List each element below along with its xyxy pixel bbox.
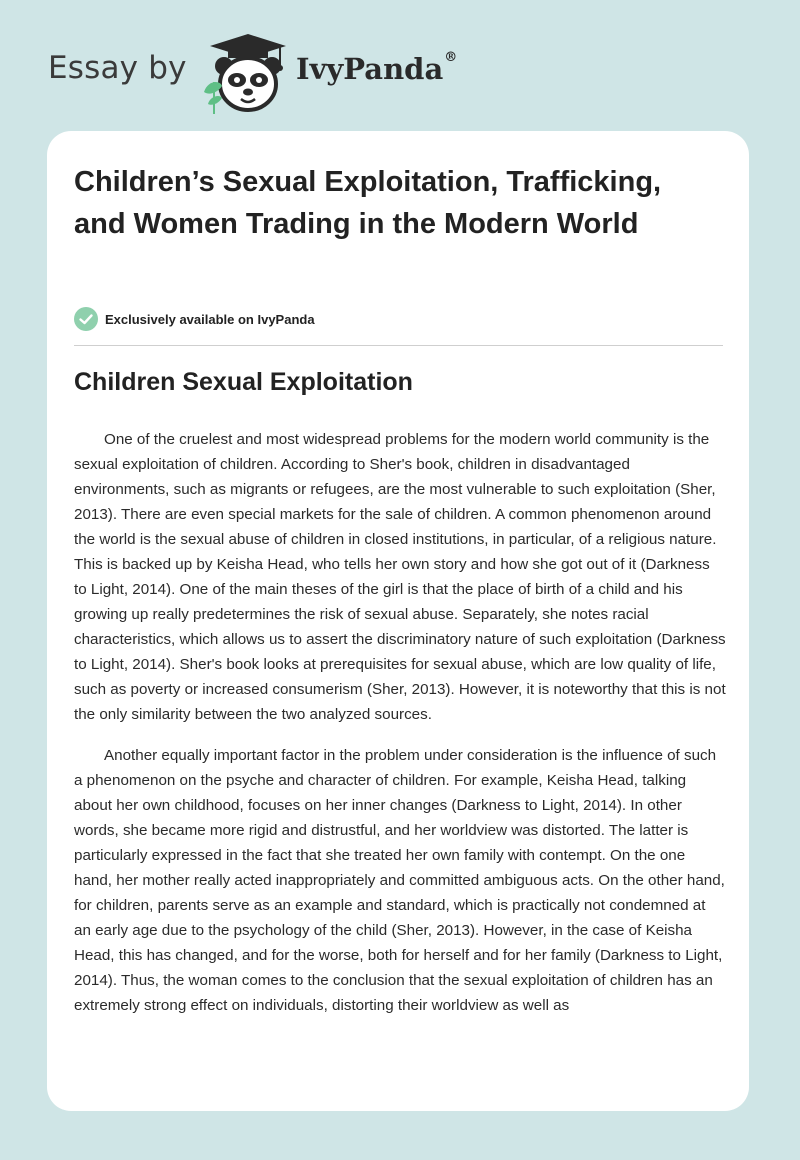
- divider: [74, 345, 723, 346]
- registered-mark: ®: [444, 50, 458, 65]
- section-heading: Children Sexual Exploitation: [74, 368, 413, 396]
- panda-graduate-icon[interactable]: [200, 32, 296, 116]
- paragraph: One of the cruelest and most widespread problems for the modern world community is the sexual exploitation of children. According to Sher's book, children in disadvantaged environments, such as migrants or refugees, are the most vulnerable to such exploitation (Sher, 2013). There are even special markets for the sale of children. A common phenomenon around the world is the sexual abuse of children in closed institutions, in particular, of a religious nature. This is backed up by Keisha Head, who tells her own story and how she got out of it (Darkness to Light, 2014). One of the main theses of the girl is that the place of birth of a child and his growing up really predetermines the risk of sexual abuse. Separately, she notes racial characteristics, which allows us to assert the discriminatory nature of such exploitation (Darkness to Light, 2014). Sher's book looks at prerequisites for sexual abuse, which are low quality of life, such as poverty or increased consumerism (Sher, 2013). However, it is noteworthy that this is not the only similarity between the two analyzed sources.: [74, 431, 726, 723]
- check-circle-icon: [74, 307, 98, 331]
- page-title: Children’s Sexual Exploitation, Trafficking, and Women Trading in the Modern World: [74, 166, 662, 240]
- paragraph: Another equally important factor in the problem under consideration is the influence of such a phenomenon on the psyche and character of children. For example, Keisha Head, talking about her own childhood, focuses on her inner changes (Darkness to Light, 2014). In other words, she became more rigid and distrustful, and her worldview was distorted. The latter is particularly expressed in the fact that she treated her own family with contempt. On the one hand, her mother really acted inappropriately and committed ambiguous acts. On the other hand, for children, parents serve as an example and standard, which is practically not condemned at an early age due to the psychology of the child (Sher, 2013). However, in the case of Keisha Head, this has changed, and for the worse, both for herself and for her family (Darkness to Light, 2014). Thus, the woman comes to the conclusion that the sexual exploitation of children has an extremely strong effect on individuals, distorting their worldview as well as: [74, 747, 725, 1014]
- exclusive-badge: [74, 306, 315, 332]
- essay-by-label: Essay by: [48, 50, 187, 86]
- exclusive-badge-label: Exclusively available on IvyPanda: [105, 311, 315, 327]
- essay-card: [47, 131, 749, 1111]
- site-header: [48, 28, 488, 118]
- article-body: [74, 427, 726, 1034]
- brand-name[interactable]: IvyPanda®: [296, 50, 458, 86]
